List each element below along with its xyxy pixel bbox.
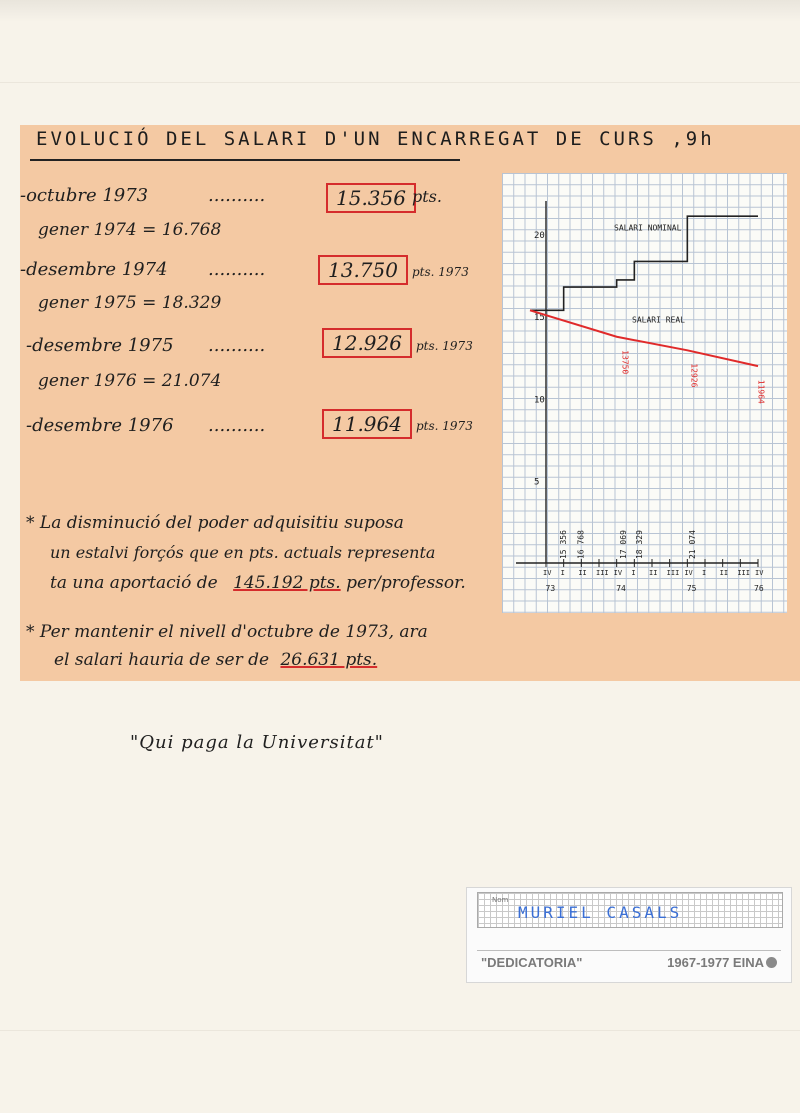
salary-chart	[502, 173, 787, 613]
value-unit: pts. 1973	[412, 265, 469, 279]
row-dots: ..........	[208, 185, 266, 206]
x-tick-label: II	[649, 569, 658, 577]
x-tick-label: IV	[613, 569, 623, 577]
paper-fold-line	[0, 82, 800, 83]
note-title: EVOLUCIÓ DEL SALARI D'UN ENCARREGAT DE CURS ,9h	[36, 128, 715, 150]
value-box: 12.926	[322, 328, 412, 358]
name-field-grid	[477, 892, 783, 928]
real-value-label: 12926	[689, 363, 699, 388]
title-underline	[30, 159, 460, 161]
y-tick-label: 20	[534, 230, 545, 241]
x-tick-label: IV	[755, 569, 764, 577]
real-value-label: 11964	[756, 379, 766, 404]
eina-logo-icon	[766, 957, 777, 968]
footnote-line: * La disminució del poder adquisitiu suposa	[26, 513, 404, 533]
x-tick-label: III	[596, 569, 609, 577]
x-year-label: 73	[545, 584, 556, 593]
x-tick-label: II	[719, 569, 729, 577]
footnote-text: ta una aportació de	[50, 573, 218, 593]
value-unit: pts. 1973	[416, 339, 473, 353]
label-years-wrap	[667, 955, 777, 970]
series-label: SALARI NOMINAL	[614, 223, 682, 233]
y-tick-label: 15	[534, 313, 545, 324]
x-tick-label: IV	[684, 569, 693, 577]
row-label: -desembre 1974	[20, 259, 168, 280]
value-unit: pts.	[412, 187, 442, 206]
row-label: gener 1976 = 21.074	[38, 371, 222, 391]
paper-fold-line-bottom	[0, 1030, 800, 1031]
x-year-label: 75	[686, 584, 697, 593]
contribution-amount: 145.192 pts.	[233, 573, 341, 593]
x-tick-label: I	[560, 569, 565, 577]
top-shadow	[0, 0, 800, 22]
row-label: -desembre 1976	[26, 415, 174, 436]
label-footer	[477, 950, 781, 977]
footnote-line: * Per mantenir el nivell d'octubre de 1973, ara	[26, 622, 428, 642]
nominal-value-label: 17 069	[618, 530, 628, 559]
row-dots: ..........	[208, 335, 266, 356]
nominal-value-label: 21 074	[687, 530, 697, 559]
footnote-line	[54, 650, 377, 670]
x-tick-label: III	[737, 569, 750, 577]
footnote-text: el salari hauria de ser de	[54, 650, 270, 670]
row-label: gener 1974 = 16.768	[38, 220, 222, 240]
author-name: MURIEL CASALS	[518, 903, 683, 922]
dedication-label	[466, 887, 792, 983]
series-label: SALARI REAL	[632, 315, 685, 325]
value-unit: pts. 1973	[416, 419, 473, 433]
x-year-label: 76	[754, 584, 764, 593]
name-tag: Nom	[492, 896, 509, 904]
row-label: -desembre 1975	[26, 335, 174, 356]
x-tick-label: IV	[543, 569, 552, 577]
footnote-text: per/professor.	[346, 573, 466, 593]
caption: "Qui paga la Universitat"	[130, 732, 384, 753]
y-tick-label: 5	[534, 477, 540, 488]
label-title: "DEDICATORIA"	[481, 955, 583, 970]
row-label: gener 1975 = 18.329	[38, 293, 222, 313]
nominal-value-label: 18 329	[634, 530, 644, 559]
x-year-label: 74	[616, 584, 626, 593]
nominal-value-label: 15 356	[558, 530, 568, 559]
footnote-line: un estalvi forçós que en pts. actuals representa	[50, 543, 436, 562]
nominal-value-label: 16 768	[576, 530, 586, 559]
x-tick-label: I	[702, 569, 707, 577]
required-salary-amount: 26.631 pts.	[280, 650, 378, 670]
row-dots: ..........	[208, 259, 266, 280]
row-dots: ..........	[208, 415, 266, 436]
x-tick-label: I	[631, 569, 636, 577]
label-years: 1967-1977 EINA	[667, 955, 764, 970]
y-tick-label: 10	[534, 395, 545, 406]
value-box: 11.964	[322, 409, 412, 439]
x-tick-label: III	[666, 569, 680, 577]
footnote-line	[50, 573, 466, 593]
x-tick-label: II	[578, 569, 587, 577]
salary-chart-svg	[502, 173, 787, 613]
row-label: -octubre 1973	[20, 185, 149, 206]
value-box: 13.750	[318, 255, 408, 285]
real-value-label: 13750	[620, 350, 630, 375]
value-box: 15.356	[326, 183, 416, 213]
